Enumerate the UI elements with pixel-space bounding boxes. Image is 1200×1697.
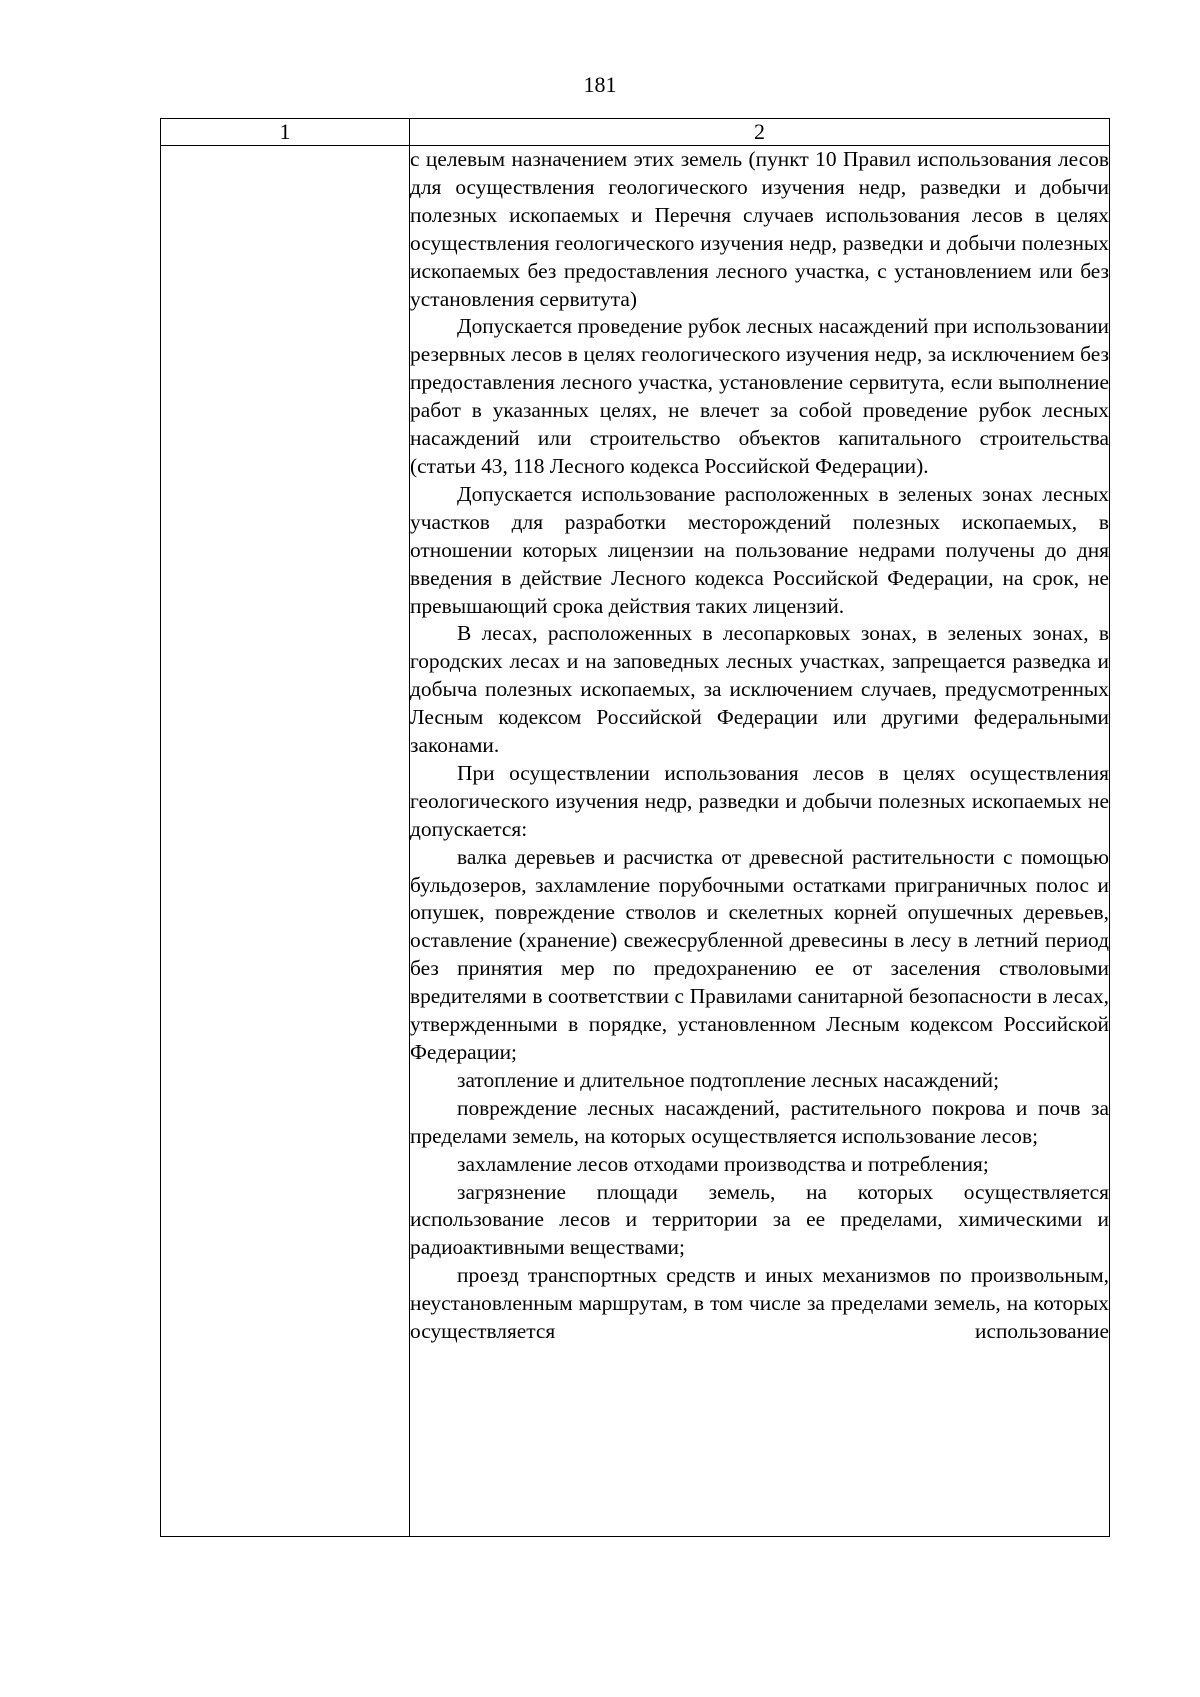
- column-header-1: 1: [161, 119, 410, 146]
- paragraph-8: повреждение лесных насаждений, растительного покрова и почв за пределами земель, на которых осуществляется использование лесов;: [410, 1095, 1109, 1148]
- paragraph-4: В лесах, расположенных в лесопарковых зонах, в зеленых зонах, в городских лесах и на заповедных лесных участках, запрещается разведка и добыча полезных ископаемых, за исключением случаев, предусмотренных Лесным кодексом Российской Федерации или другими федеральными законами.: [410, 621, 1109, 758]
- paragraph-2: Допускается проведение рубок лесных насаждений при использовании резервных лесов в целях геологического изучения недр, за исключением без предоставления лесного участка, установление сервитута, если выполнение работ в указанных целях, не влечет за собой проведение рубок лесных насаждений или строительство объектов капитального строительства (статьи 43, 118 Лесного кодекса Российской Федерации).: [410, 314, 1109, 478]
- paragraph-6: валка деревьев и расчистка от древесной растительности с помощью бульдозеров, захламление порубочными остатками приграничных полос и опушек, повреждение стволов и скелетных корней опушечных деревьев, оставление (хранение) свежесрубленной древесины в лесу в летний период без принятия мер по предохранению ее от заселения стволовыми вредителями в соответствии с Правилами санитарной безопасности в лесах, утвержденными в порядке, установленном Лесным кодексом Российской Федерации;: [410, 844, 1109, 1064]
- paragraph-3: Допускается использование расположенных в зеленых зонах лесных участков для разработки месторождений полезных ископаемых, в отношении которых лицензии на пользование недрами получены до дня введения в действие Лесного кодекса Российской Федерации, на срок, не превышающий срока действия таких лицензий.: [410, 481, 1109, 618]
- document-table: [160, 118, 1110, 1537]
- table-header-row: [161, 119, 1110, 146]
- paragraph-11: проезд транспортных средств и иных механизмов по произвольным, неустановленным маршрутам, в том числе за пределами земель, на которых осуществляется использование: [410, 1263, 1109, 1344]
- column-header-2: 2: [410, 119, 1110, 146]
- paragraph-5: При осуществлении использования лесов в целях осуществления геологического изучения недр, разведки и добычи полезных ископаемых не допускается:: [410, 760, 1109, 841]
- table-row: [161, 146, 1110, 1537]
- table-cell-column-2: [410, 146, 1110, 1537]
- paragraph-7: затопление и длительное подтопление лесных насаждений;: [457, 1067, 1000, 1092]
- paragraph-1: с целевым назначением этих земель (пункт 10 Правил использования лесов для осуществления геологического изучения недр, разведки и добычи полезных ископаемых и Перечня случаев использования лесов в целях осуществления геологического изучения недр, разведки и добычи полезных ископаемых без предоставления лесного участка, с установлением или без установления сервитута): [410, 147, 1109, 311]
- table-cell-column-1: [161, 146, 410, 1537]
- paragraph-9: захламление лесов отходами производства и потребления;: [457, 1151, 989, 1176]
- page-number: 181: [583, 72, 617, 97]
- paragraph-10: загрязнение площади земель, на которых осуществляется использование лесов и территории за ее пределами, химическими и радиоактивными веществами;: [410, 1179, 1109, 1260]
